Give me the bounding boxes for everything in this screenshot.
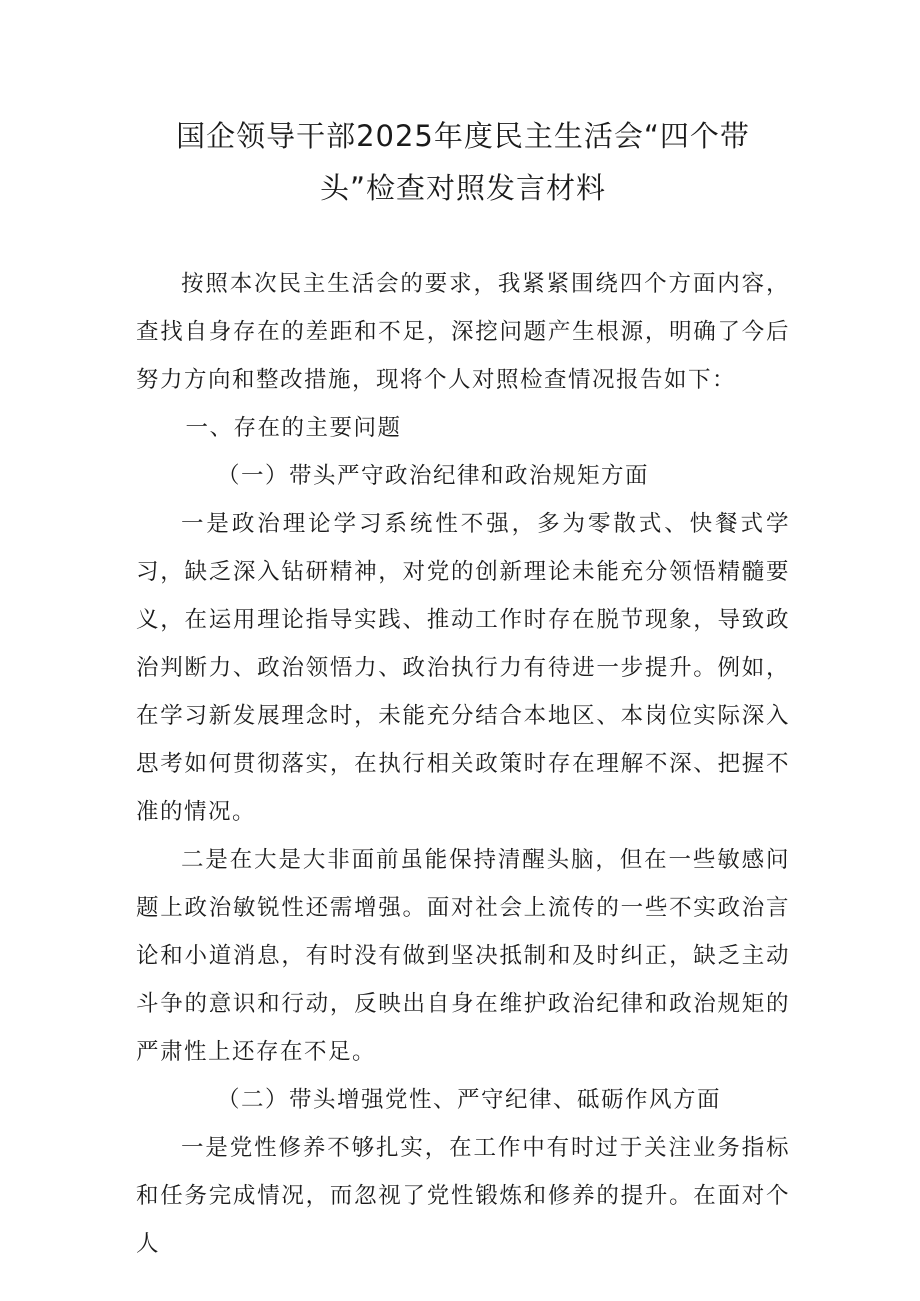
- paragraph-1-2: 二是在大是大非面前虽能保持清醒头脑，但在一些敏感问题上政治敏锐性还需增强。面对社会上流传的一些不实政治言论和小道消息，有时没有做到坚决抵制和及时纠正，缺乏主动斗争的意识和行动，反映出自身在维护政治纪律和政治规矩的严肃性上还存在不足。: [136, 847, 790, 1065]
- document-body: [136, 260, 790, 1268]
- paragraph-2-1: 一是党性修养不够扎实，在工作中有时过于关注业务指标和任务完成情况，而忽视了党性锻炼和修养的提升。在面对个人: [136, 1135, 790, 1257]
- intro-paragraph: 按照本次民主生活会的要求，我紧紧围绕四个方面内容，查找自身存在的差距和不足，深挖问题产生根源，明确了今后努力方向和整改措施，现将个人对照检查情况报告如下：: [136, 271, 790, 393]
- title-line-2: 头”检查对照发言材料: [319, 171, 607, 205]
- section-heading-1: 一、存在的主要问题: [185, 415, 402, 441]
- paragraph-1-1: 一是政治理论学习系统性不强，多为零散式、快餐式学习，缺乏深入钻研精神，对党的创新理论未能充分领悟精髓要义，在运用理论指导实践、推动工作时存在脱节现象，导致政治判断力、政治领悟力、政治执行力有待进一步提升。例如，在学习新发展理念时，未能充分结合本地区、本岗位实际深入思考如何贯彻落实，在执行相关政策时存在理解不深、把握不准的情况。: [136, 511, 790, 825]
- subsection-heading-2: （二）带头增强党性、严守纪律、砥砺作风方面: [217, 1087, 722, 1113]
- title-line-1: 国企领导干部2025年度民主生活会“四个带: [176, 119, 750, 153]
- subsection-heading-1: （一）带头严守政治纪律和政治规矩方面: [217, 463, 650, 489]
- document-title: [146, 110, 780, 214]
